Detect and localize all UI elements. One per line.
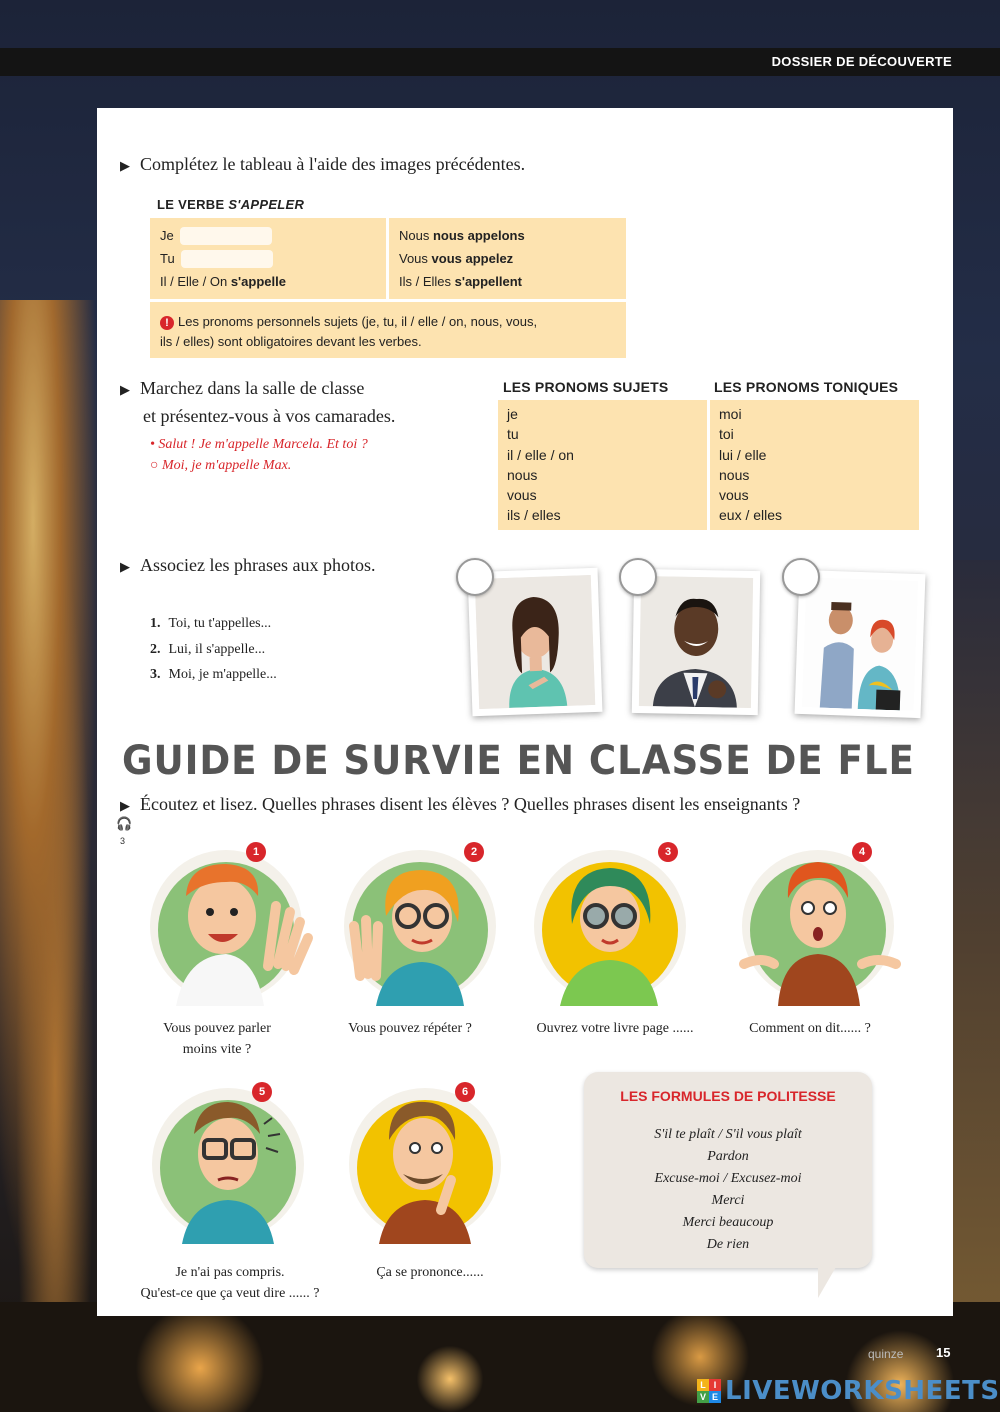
student-confused-illustration: [148, 1084, 318, 1254]
scene-number-badge: 1: [246, 842, 266, 862]
answer-circle-1[interactable]: [456, 558, 494, 596]
page-word: quinze: [868, 1347, 904, 1361]
caption-1: Vous pouvez parler moins vite ?: [163, 1021, 271, 1057]
row-nous: Nous nous appelons: [399, 228, 525, 243]
liveworksheets-logo[interactable]: [697, 1376, 1000, 1406]
student-shrugging-illustration: [738, 846, 908, 1016]
arrow-icon: ▶: [120, 382, 130, 397]
caption-3: Ouvrez votre livre page ......: [536, 1021, 694, 1036]
list-item: 1. Toi, tu t'appelles...: [150, 616, 272, 631]
woman-illustration: [475, 575, 595, 709]
tonic-pronouns-column: moi toi lui / elle nous vous eux / elles: [710, 400, 919, 530]
page-number: 15: [936, 1345, 951, 1360]
scene-number-badge: 2: [464, 842, 484, 862]
student-waving-illustration: [146, 846, 316, 1016]
present-instruction: ▶ Marchez dans la salle de classe et présentez-vous à vos camarades.: [120, 378, 396, 426]
caption-4: Comment on dit...... ?: [749, 1021, 871, 1036]
row-vous: Vous vous appelez: [399, 251, 514, 266]
arrow-icon: ▶: [120, 158, 130, 173]
row-tu: Tu: [160, 247, 376, 270]
verb-instruction: ▶ Complétez le tableau à l'aide des images précédentes.: [120, 154, 526, 174]
scene-number-badge: 6: [455, 1082, 475, 1102]
verb-table-note: ! Les pronoms personnels sujets (je, tu, il / elle / on, nous, vous, ils / elles) sont obligatoires devant les verbes.: [150, 302, 626, 358]
politeness-bubble: [584, 1072, 872, 1268]
speech-bubble-tail: [818, 1260, 840, 1298]
audio-track[interactable]: 🎧 3: [116, 816, 133, 846]
politeness-title: LES FORMULES DE POLITESSE: [620, 1088, 836, 1104]
scene-6: [345, 1084, 515, 1254]
exclamation-icon: !: [160, 316, 174, 330]
caption-6: Ça se prononce......: [376, 1265, 484, 1280]
eiffel-tower-background: [0, 300, 110, 1412]
answer-input-tu[interactable]: [181, 250, 273, 268]
arrow-icon: ▶: [120, 559, 130, 574]
scene-5: [148, 1084, 318, 1254]
subject-pronouns-column: je tu il / elle / on nous vous ils / elles: [498, 400, 707, 530]
guide-title: GUIDE DE SURVIE EN CLASSE DE FLE: [122, 738, 915, 784]
header-bar: [0, 48, 1000, 76]
list-item: 3. Moi, je m'appelle...: [150, 667, 277, 682]
city-lights-background: [952, 560, 1000, 1320]
section-label: DOSSIER DE DÉCOUVERTE: [771, 54, 952, 69]
scene-3: [530, 846, 700, 1016]
student-glasses-illustration: [340, 846, 510, 1016]
caption-5: Je n'ai pas compris. Qu'est-ce que ça veut dire ...... ?: [140, 1265, 320, 1301]
example-dialogue: • Salut ! Je m'appelle Marcela. Et toi ? ○ Moi, je m'appelle Max.: [150, 437, 368, 473]
scene-number-badge: 5: [252, 1082, 272, 1102]
headphones-icon: 🎧: [116, 816, 133, 831]
couple-illustration: [802, 577, 918, 711]
row-il: Il / Elle / On s'appelle: [160, 274, 286, 289]
liveworksheets-text: LIVEWORKSHEETS: [725, 1376, 1000, 1406]
answer-input-je[interactable]: [180, 227, 272, 245]
scene-2: [340, 846, 510, 1016]
associate-instruction: ▶ Associez les phrases aux photos.: [120, 555, 376, 575]
teacher-glasses-illustration: [530, 846, 700, 1016]
verb-table: [150, 218, 626, 358]
list-item: 2. Lui, il s'appelle...: [150, 641, 266, 657]
guide-instruction: ▶ Écoutez et lisez. Quelles phrases disent les élèves ? Quelles phrases disent les enseignants ?: [120, 794, 801, 814]
caption-2: Vous pouvez répéter ?: [348, 1021, 472, 1036]
student-thinking-illustration: [345, 1084, 515, 1254]
associate-list: [150, 611, 277, 688]
verb-table-singular: [150, 218, 386, 299]
subject-pronouns-title: LES PRONOMS SUJETS: [503, 379, 669, 395]
photo-couple-pointing: [795, 570, 926, 718]
scene-number-badge: 4: [852, 842, 872, 862]
pronouns-table: [498, 400, 920, 530]
row-ils: Ils / Elles s'appellent: [399, 274, 523, 289]
scene-4: [738, 846, 908, 1016]
answer-circle-3[interactable]: [782, 558, 820, 596]
answer-circle-2[interactable]: [619, 558, 657, 596]
tonic-pronouns-title: LES PRONOMS TONIQUES: [714, 379, 899, 395]
row-je: Je: [160, 224, 376, 247]
liveworksheets-badge-icon: L I V E: [697, 1379, 721, 1403]
arrow-icon: ▶: [120, 798, 130, 813]
scene-number-badge: 3: [658, 842, 678, 862]
verb-table-plural: [389, 218, 626, 299]
verb-table-title: LE VERBE S'APPELER: [157, 197, 305, 212]
scene-1: [146, 846, 316, 1016]
politeness-list: S'il te plaît / S'il vous plaît Pardon Excuse-moi / Excusez-moi Merci Merci beaucoup De rien: [654, 1127, 802, 1252]
man-illustration: [639, 576, 753, 708]
